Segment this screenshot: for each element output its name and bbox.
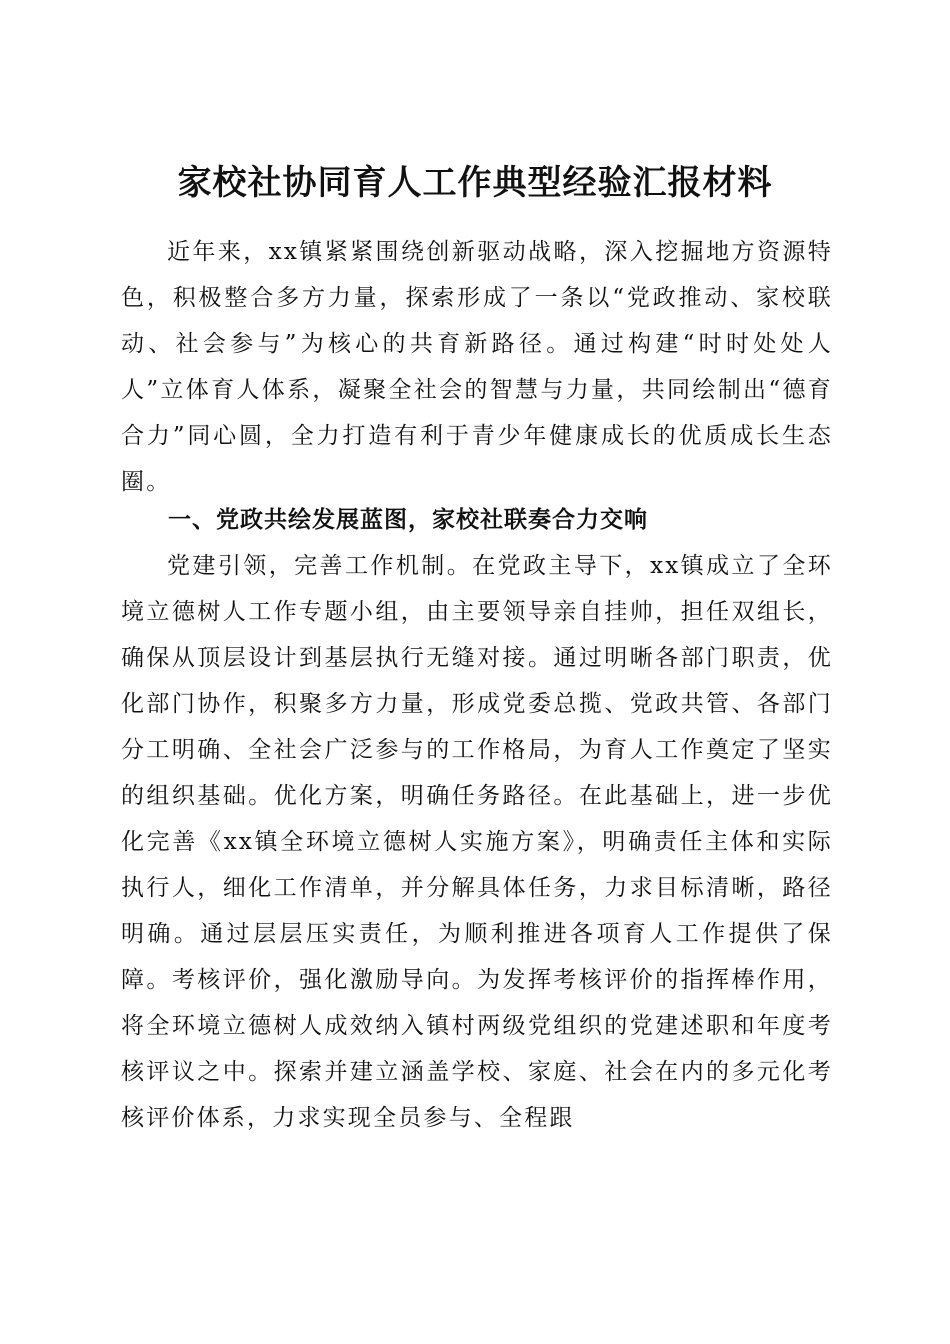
- section-paragraph: 党建引领，完善工作机制。在党政主导下，xx镇成立了全环境立德树人工作专题小组，由主要领导亲自挂帅，担任双组长，确保从顶层设计到基层执行无缝对接。通过明晰各部门职责，优化部门协作，积聚多方力量，形成党委总揽、党政共管、各部门分工明确、全社会广泛参与的工作格局，为育人工作奠定了坚实的组织基础。优化方案，明确任务路径。在此基础上，进一步优化完善《xx镇全环境立德树人实施方案》，明确责任主体和实际执行人，细化工作清单，并分解具体任务，力求目标清晰，路径明确。通过层层压实责任，为顺利推进各项育人工作提供了保障。考核评价，强化激励导向。为发挥考核评价的指挥棒作用，将全环境立德树人成效纳入镇村两级党组织的党建述职和年度考核评议之中。探索并建立涵盖学校、家庭、社会在内的多元化考核评价体系，力求实现全员参与、全程跟: [121, 553, 833, 1131]
- document-title: 家校社协同育人工作典型经验汇报材料: [177, 162, 773, 203]
- intro-paragraph: 近年来，xx镇紧紧围绕创新驱动战略，深入挖掘地方资源特色，积极整合多方力量，探索形成了一条以“党政推动、家校联动、社会参与”为核心的共育新路径。通过构建“时时处处人人”立体育人体系，凝聚全社会的智慧与力量，共同绘制出“德育合力”同心圆，全力打造有利于青少年健康成长的优质成长生态圈。: [121, 239, 833, 495]
- section-heading: 一、党政共绘发展蓝图，家校社联奏合力交响: [168, 507, 648, 533]
